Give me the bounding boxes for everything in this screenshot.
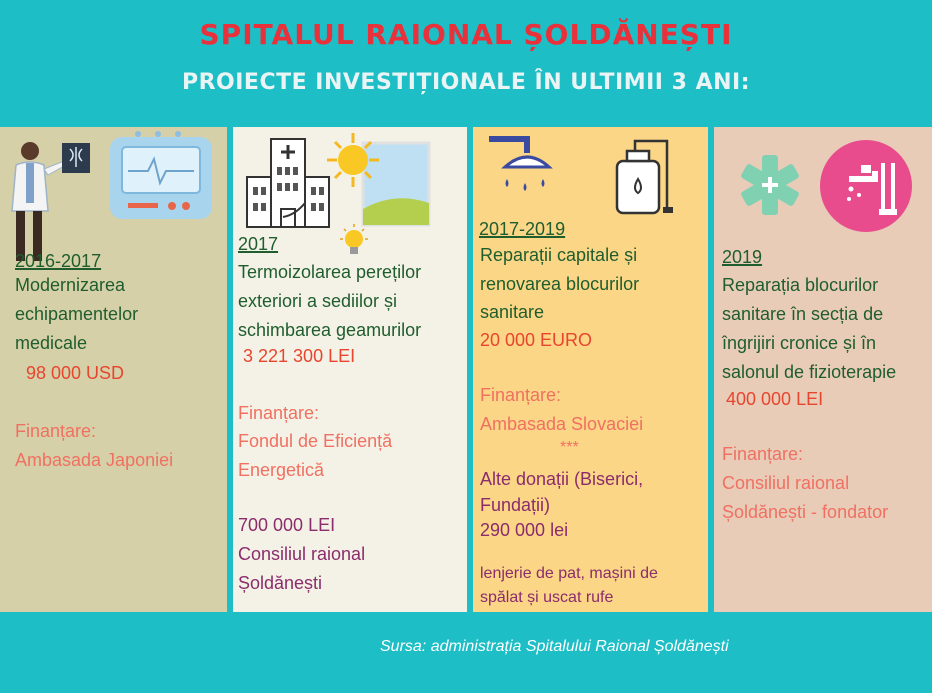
panel3-separator: *** (560, 439, 579, 456)
panel4-year: 2019 (722, 247, 763, 267)
panel-2019 (714, 127, 932, 612)
panel4-funding-label: Finanțare: (722, 444, 804, 464)
hospital-building-icon (243, 137, 333, 229)
panel3-desc-line1: Reparații capitale și (480, 245, 638, 265)
panel1-desc-line1: Modernizarea (15, 275, 126, 295)
panel3-funding-label: Finanțare: (480, 385, 562, 405)
panel1-funding-source: Ambasada Japoniei (15, 450, 174, 470)
panel1-desc-line3: medicale (15, 333, 88, 353)
page-subtitle: PROIECTE INVESTIȚIONALE ÎN ULTIMII 3 ANI: (181, 70, 751, 95)
panel1-amount: 98 000 USD (26, 363, 125, 383)
panel3-other-amount: 290 000 lei (480, 520, 569, 540)
source-note: Sursa: administrația Spitalului Raional Șoldănești (380, 638, 729, 655)
panel2-year: 2017 (238, 234, 279, 254)
panel3-year: 2017-2019 (479, 219, 566, 239)
panel2-desc-line3: schimbarea geamurilor (238, 320, 422, 340)
panel3-desc-line3: sanitare (480, 302, 545, 322)
shower-icon (487, 133, 559, 201)
panel2-desc-line2: exteriori a sediilor și (238, 291, 398, 311)
panel2-funding-source-line1: Fondul de Eficiență (238, 431, 393, 451)
panel1-funding-label: Finanțare: (15, 421, 97, 441)
panel4-desc-line2: sanitare în secția de (722, 304, 884, 324)
faucet-icon (819, 139, 913, 233)
panel3-desc-line2: renovarea blocurilor (480, 274, 640, 294)
page-title: SPITALUL RAIONAL ȘOLDĂNEȘTI (199, 18, 733, 51)
panel-2017 (233, 127, 467, 612)
panel2-extra-source-line2: Șoldănești (238, 573, 323, 593)
panel-2017-2019 (473, 127, 708, 612)
panel4-desc-line3: îngrijiri cronice și în (722, 333, 877, 353)
panel4-funding-source-line2: Șoldănești - fondator (722, 502, 889, 522)
panel2-funding-source-line2: Energetică (238, 460, 325, 480)
panel-2016-2017 (0, 127, 227, 612)
light-bulb-icon (338, 223, 370, 261)
panel2-desc-line1: Termoizolarea pereților (238, 262, 422, 282)
panel2-extra-source-line1: Consiliul raional (238, 544, 366, 564)
medical-star-icon (738, 153, 802, 217)
panel1-year: 2016-2017 (15, 251, 102, 271)
panel4-desc-line1: Reparația blocurilor (722, 275, 879, 295)
panel3-other-items-line1: lenjerie de pat, mașini de (480, 565, 658, 582)
panel3-funding-source: Ambasada Slovaciei (480, 414, 644, 434)
panel1-desc-line2: echipamentelor (15, 304, 139, 324)
panel3-amount: 20 000 EURO (480, 330, 593, 350)
panel3-other-donations-line2: Fundații) (480, 495, 551, 515)
sun-landscape-icon (325, 129, 435, 229)
panel4-funding-source-line1: Consiliul raional (722, 473, 850, 493)
panel3-other-items-line2: spălat și uscat rufe (480, 589, 614, 606)
panel2-extra-amount: 700 000 LEI (238, 515, 336, 535)
medical-monitor-icon (108, 131, 214, 221)
panel3-other-donations-line1: Alte donații (Biserici, (480, 469, 644, 489)
panel2-funding-label: Finanțare: (238, 403, 320, 423)
panel4-amount: 400 000 LEI (726, 389, 824, 409)
panel2-amount: 3 221 300 LEI (243, 346, 356, 366)
soap-dispenser-icon (613, 135, 683, 217)
doctor-icon (2, 133, 100, 261)
panel4-desc-line4: salonul de fizioterapie (722, 362, 897, 382)
